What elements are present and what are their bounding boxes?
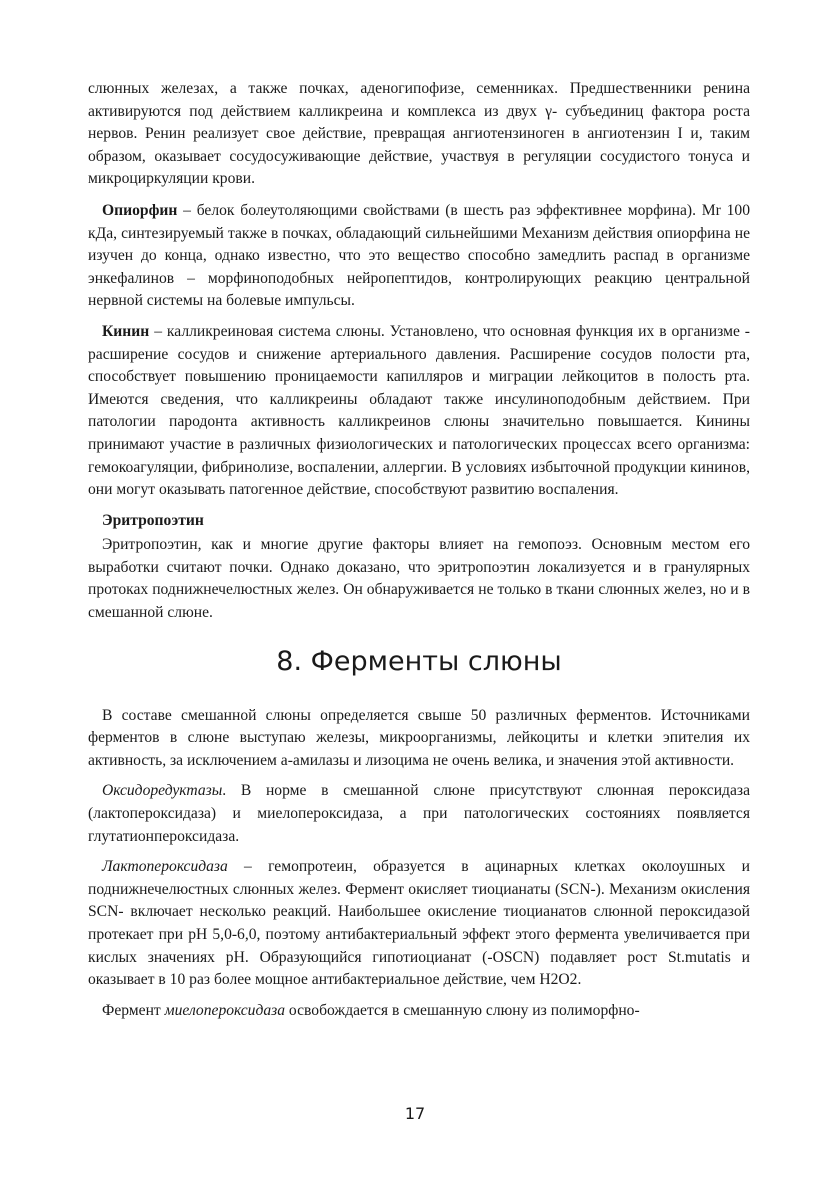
paragraph-kinin: Кинин – калликреиновая система слюны. Установлено, что основная функция их в организме - расширение сосудов и снижение артериального давления. Расширение сосудов полости рта, способствует повышению проницаемости капилляров и миграции лейкоцитов в полость рта. Имеются сведения, что калликреины обладают также инсулиноподобным действием. При патологии пародонта активность калликреинов слюны значительно повышается. Кинины принимают участие в различных физиологических и патологических процессах всего организма: гемокоагуляции, фибринолизе, воспалении, аллергии. В условиях избыточной продукции кининов, они могут оказывать патогенное действие, способствуют развитию воспаления. [88, 322, 750, 499]
paragraph-lactoperoxidase: Лактопероксидаза – гемопротеин, образуется в ацинарных клетках околоушных и поднижнечелюстных слюнных желез. Фермент окисляет тиоцианаты (SCN-). Механизм окисления SCN- включает несколько реакций. Наибольшее окисление тиоцианатов слюнной пероксидазой протекает при pH 5,0-6,0, поэтому антибактериальный эффект этого фермента увеличивается при кислых значениях pH. Образующийся гипотиоцианат (-OSCN) подавляет рост St.mutatis и оказывает в 10 раз более мощное антибактериальное действие, чем H2O2. [88, 858, 750, 989]
paragraph-renin: слюнных железах, а также почках, аденогипофизе, семенниках. Предшественники ренина активируются под действием калликреина и комплекса из двух γ- субъединиц фактора роста нервов. Ренин реализует свое действие, превращая ангиотензиноген в ангиотензин I и, таким образом, оказывает сосудосуживающие действие, участвуя в регуляции сосудистого тонуса и микроциркуляции крови. [88, 80, 750, 188]
subheading-erythropoietin: Эритропоэтин [102, 511, 204, 529]
paragraph-oxidoreductases: Оксидоредуктазы. В норме в смешанной слюне присутствуют слюнная пероксидаза (лактопероксидаза) и миелопероксидаза, а при патологических состояниях появляется глутатионпероксидаза. [88, 782, 750, 845]
term-myeloperoxidase: миелопероксидаза [164, 1001, 286, 1019]
term-opiorphin: Опиорфин [102, 201, 178, 219]
term-lactoperoxidase: Лактопероксидаза [102, 858, 228, 876]
term-kinin: Кинин [102, 322, 150, 340]
page-number: 17 [404, 1104, 426, 1123]
page-body [88, 78, 750, 1030]
paragraph-myeloperoxidase: Фермент миелопероксидаза освобождается в смешанную слюну из полиморфно- [102, 1001, 640, 1019]
term-oxidoreductases: Оксидоредуктазы [102, 782, 223, 800]
paragraph-enzymes-intro: В составе смешанной слюны определяется свыше 50 различных ферментов. Источниками ферментов в слюне выступаю железы, микроорганизмы, лейкоциты и клетки эпителия их активность, за исключением а-амилазы и лизоцима не очень велика, и значения этой активности. [88, 706, 750, 769]
paragraph-erythropoietin: Эритропоэтин, как и многие другие факторы влияет на гемопоэз. Основным местом его выработки считают почки. Однако доказано, что эритропоэтин локализуется и в гранулярных протоках поднижнечелюстных желез. Он обнаруживается не только в ткани слюнных желез, но и в смешанной слюне. [88, 536, 750, 622]
chapter-title: 8. Ферменты слюны [276, 645, 562, 677]
paragraph-opiorphin: Опиорфин – белок болеутоляющими свойствами (в шесть раз эффективнее морфина). Mr 100 кДа, синтезируемый также в почках, обладающий сильнейшими Механизм действия опиорфина не изучен до конца, однако известно, что это вещество способно замедлить распад в организме энкефалинов – морфиноподобных нейропептидов, контролирующих реакцию центральной нервной системы на болевые импульсы. [88, 201, 750, 310]
